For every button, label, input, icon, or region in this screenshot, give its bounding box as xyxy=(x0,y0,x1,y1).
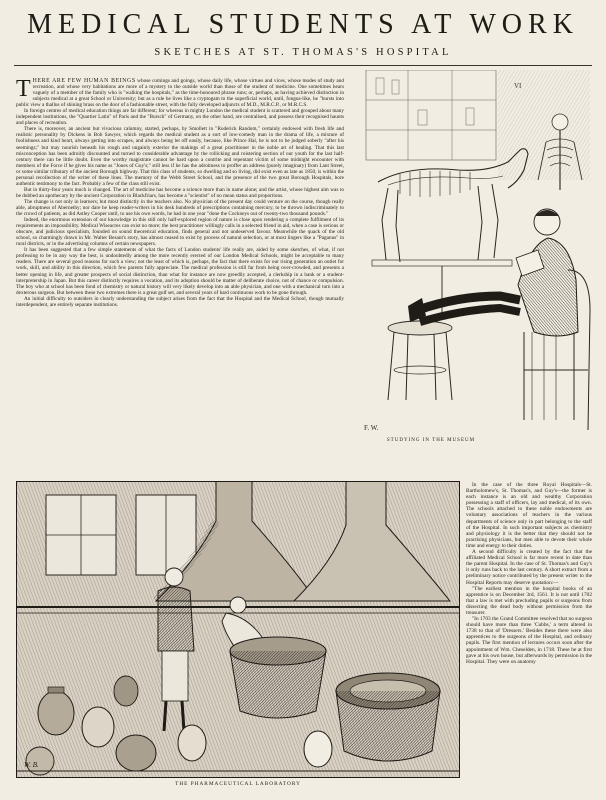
page-title: MEDICAL STUDENTS AT WORK xyxy=(27,9,579,40)
laboratory-caption: THE PHARMACEUTICAL LABORATORY xyxy=(175,781,301,787)
museum-monogram: F. W. xyxy=(364,424,379,432)
article-body xyxy=(16,78,344,476)
article-paragraph-4: But in thirty-four years much is changed. The art of medicine has become a science more than in name alone; and the artist, whose highest aim was to be dubbed an apothecary by the ancient Corporation in Blackfriars, has become a "scientist" of no mean status and proportions. xyxy=(16,186,344,199)
sidebar-paragraph-4: "In 1703 the Grand Committee resolved that no surgeon should have more than three 'Cubbs,' a term altered in 1738 to that of 'Dressers.' Besides these there were also apprentices to the surgeons of the Hospital, and ordinary pupils. The first mention of lectures occurs soon after the appointment of Wm. Cheselden, in 1718. These he at first gave at his own house, but afterwards by permission in the Hospital. They were on anatomy xyxy=(466,616,592,665)
laboratory-illustration xyxy=(16,481,460,778)
article-paragraph-7: It has been suggested that a few simple statements of what the facts of London students' life really are, aided by some sketches, of what, if not professing to be in any way the best, is undoubtedly among the more recently erected of our London Medical Schools, might be acceptable to many readers. There are several good reasons for such a view; not the least of which is, perhaps, the fact that there exists for our rising generation an outlet for work, skill, and ability in this direction, which few parents fully appreciate. The medical profession is still far from being over-crowded, and presents a better opening in life, and greater prospects of social distinction, than what for instance are now greedily accepted, a clerkship in a bank or a student-interpretership in Japan. But this career distinctly requires a vocation, and its adoption should be matter of deliberate choice, not of chance or compulsion. The boy who at school has been fond of chemistry or natural history will very likely develop into an able physician, and one with a mechanical turn into a dexterous surgeon. But between these two extremes there is a great gulf set, and several years of hard continuous work to be gone through. xyxy=(16,247,344,296)
article-paragraph-5: The change is not only in learners; but most distinctly in the teachers also. No physician of the present day could venture on the course, though really able, abruptness of Abernethy; nor dare he keep reader-writers in his desk hundreds of prescriptions containing mercury, to be thrown indiscriminately to the crowd of patients, as did Astley Cooper until, to use his own words, he had in one year "done the Cockneys out of twenty-two thousand pounds." xyxy=(16,198,344,218)
article-paragraph-2: In foreign centres of medical education things are far different; for whereas in mighty London the medical student is scattered and grouped about many independent institutions, the "Quartier Latin" of Paris and the "Bursch" of Germany, on the other hand, are centralised, and possess their recognised haunts and places of recreation. xyxy=(16,108,344,127)
dropcap: T xyxy=(16,78,31,102)
page-subtitle: SKETCHES AT ST. THOMAS'S HOSPITAL xyxy=(154,47,452,58)
sidebar-paragraph-2: A second difficulty is created by the fact that the affiliated Medical School is far more recent in date than the parent Hospital. In the case of St. Thomas's and Guy's it only runs back to the last century. A short extract from a preliminary notice contributed by the present writer to the Hospital Reports may deserve quotation:— xyxy=(466,549,592,586)
specimen-label: VI xyxy=(514,82,522,90)
article-paragraph-3: There is, moreover, an ancient but vivacious calumny, started, perhaps, by Smollett in "Roderick Random," certainly endowed with fresh life and realistic personality by Dickens in Bob Sawyer, which regards the medical student as a sort of low-comedy man in the drama of life, a mixture of foolishness and kind heart, always getting into scrapes, and always being let off easily, because, like Prince Hal, he is not to be judged soberly "after his seemings;" but may nourish beneath his rough and ungainly exterior the makings of a great practitioner in the noble art of healing. That this last misconception has been adroitly discounted and turned to considerable advantage by the rollicking and roistering section of our youth for the last half-century there can be little doubt. Even the worthy magistrate cannot be hard upon a contrite and repentant victim of some midnight encounter with members of the Force if he gives his name as "Jones of Guy's;" still less if he has the adroitness to proffer an address (purely imaginary) from Lant Street, or some similar tributary of the ancient Borough highway. That this class of students, so dwelling and so living, did exist even as late as 1850, is within the personal recollection of the writer of these lines. The memory of the Webb Street School, and the presence of the two great Borough Hospitals, bore authentic testimony to the fact. Probably a few of the class still exist. xyxy=(16,126,344,187)
sidebar-column xyxy=(466,482,592,794)
museum-illustration xyxy=(348,70,594,438)
article-paragraph-8: An initial difficulty to outsiders in clearly understanding the subject arises from the fact that the Hospital and the Medical School, though mutually interdependent, are entirely separate institutions. xyxy=(16,295,344,308)
sidebar-paragraph-3: "The earliest mention in the hospital books of an apprentice is on December 3rd, 1561. It is not until 1702 that a law is met with precluding pupils or surgeons from dissecting the dead body without permission from the treasurer. xyxy=(466,585,592,616)
lead-caps: HERE ARE FEW HUMAN BEINGS xyxy=(32,78,136,84)
laboratory-signature: W. B. xyxy=(24,761,39,769)
sidebar-paragraph-1: In the case of the three Royal Hospitals—St. Bartholomew's, St. Thomas's, and Guy's—the former is each instance is an old and wealthy Corporation possessing a staff of officers, lay and medical, of its own. The schools attached to these noble endowments are voluntary associations of teachers in the various departments of science only in part belonging to the staff of the Hospital. In such important subjects as chemistry and physiology it is the better that they should not be practising physicians, but men able to devote their whole time and energy to their duties. xyxy=(466,482,592,549)
article-paragraph-1: whose comings and goings, whose daily life, whose virtues and vices, whose modes of study and recreation, and whose very habitations are more of a mystery to the outside world than those of the student of medicine. One sometimes hears vaguely of a member of the family who is "walking the hospitals," as the time-honoured phrase runs; or, perhaps, as having achieved distinction in subjects medical at a great School or University; but as a rule he lives like a cryptogam to the superficial world, until, fungus-like, he "bursts into public view a thallus of shining brass on the door of a fashionable street, with the fully developed adjuncts of M.D., M.R.C.P., or M.R.C.S. xyxy=(16,78,344,109)
museum-caption: STUDYING IN THE MUSEUM xyxy=(386,438,476,443)
header-rule xyxy=(14,65,592,66)
article-paragraph-6: Indeed, the enormous extension of our knowledge in this still only half-explored region of nature is close upon rendering a complete fulfilment of its requirements an impossibility. Medical Wiseacres can exist no more; the best practitioner willingly calls in a selected friend in aid, when a case is serious or obscure, and judicious specialism, founded on sound theoretical education, finds general and not undeserved favour. Meanwhile the quack of the old school, so charmingly drawn in Mr. Walter Besant's story, has almost ceased to exist by process of natural selection, or at most lingers like a "Paganus" in rural districts, or in the advertising columns of certain newspapers. xyxy=(16,217,344,248)
